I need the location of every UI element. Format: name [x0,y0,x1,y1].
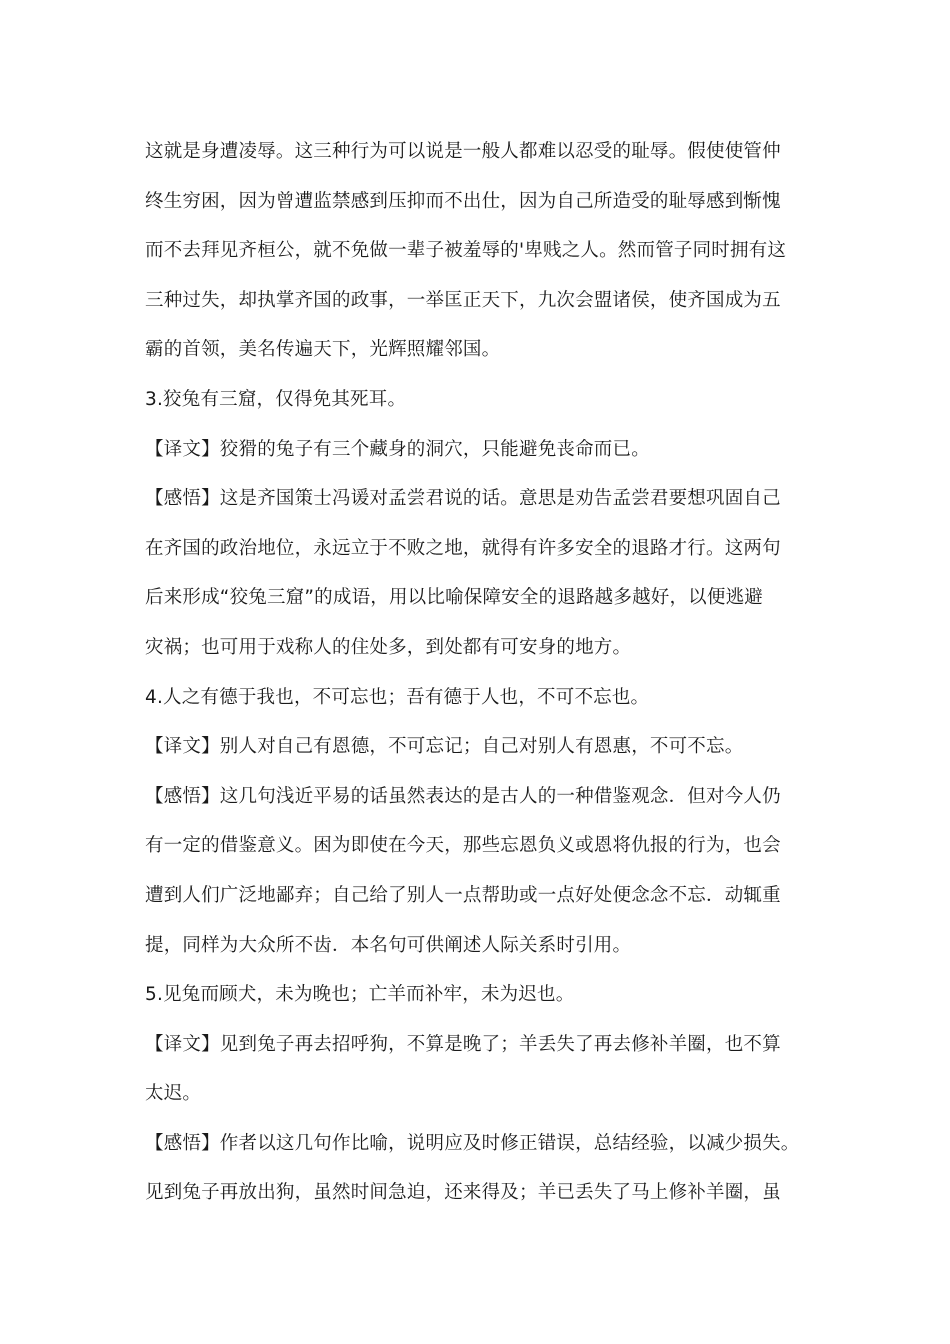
text-line: 终生穷困，因为曾遭监禁感到压抑而不出仕，因为自己所造受的耻辱感到惭愧 [145,190,781,212]
text-line: 灾祸；也可用于戏称人的住处多，到处都有可安身的地方。 [145,636,632,658]
text-line: 【感悟】这是齐国策士冯谖对孟尝君说的话。意思是劝告孟尝君要想巩固自己 [145,488,781,510]
text-line: 【感悟】作者以这几句作比喻，说明应及时修正错误，总结经验，以减少损失。 [145,1132,800,1154]
text-line: 5.见兔而顾犬，未为晚也；亡羊而补牢，未为迟也。 [145,984,575,1006]
text-line: 在齐国的政治地位，永远立于不败之地，就得有许多安全的退路才行。这两句 [145,537,781,559]
text-line: 三种过失，却执掌齐国的政事，一举匡正天下，九次会盟诸侯，使齐国成为五 [145,289,781,311]
text-line: 提，同样为大众所不齿．本名句可供阐述人际关系时引用。 [145,934,632,956]
text-line: 遭到人们广泛地鄙弃；自己给了别人一点帮助或一点好处便念念不忘．动辄重 [145,884,781,906]
text-line: 【感悟】这几句浅近平易的话虽然表达的是古人的一种借鉴观念．但对今人仍 [145,785,781,807]
text-line: 这就是身遭凌辱。这三种行为可以说是一般人都难以忍受的耻辱。假使使管仲 [145,141,781,162]
text-line: 后来形成“狡兔三窟”的成语，用以比喻保障安全的退路越多越好，以便逃避 [145,587,763,609]
text-line: 见到兔子再放出狗，虽然时间急迫，还来得及；羊已丢失了马上修补羊圈，虽 [145,1182,781,1204]
text-line: 霸的首领，美名传遍天下，光辉照耀邻国。 [145,339,501,361]
text-line: 【译文】别人对自己有恩德，不可忘记；自己对别人有恩惠，不可不忘。 [145,736,744,758]
text-line: 而不去拜见齐桓公，就不免做一辈子被羞辱的'卑贱之人。然而管子同时拥有这 [145,240,787,262]
text-line: 【译文】见到兔子再去招呼狗，不算是晚了；羊丢失了再去修补羊圈，也不算 [145,1033,781,1055]
text-line: 4.人之有德于我也，不可忘也；吾有德于人也，不可不忘也。 [145,686,650,708]
text-line: 有一定的借鉴意义。困为即使在今天，那些忘恩负义或恩将仇报的行为，也会 [145,835,781,857]
text-line: 太迟。 [145,1083,202,1105]
text-line: 3.狡兔有三窟，仅得免其死耳。 [145,388,407,410]
document-body [145,127,825,1218]
text-line: 【译文】狡猾的兔子有三个藏身的洞穴，只能避免丧命而已。 [145,438,650,460]
